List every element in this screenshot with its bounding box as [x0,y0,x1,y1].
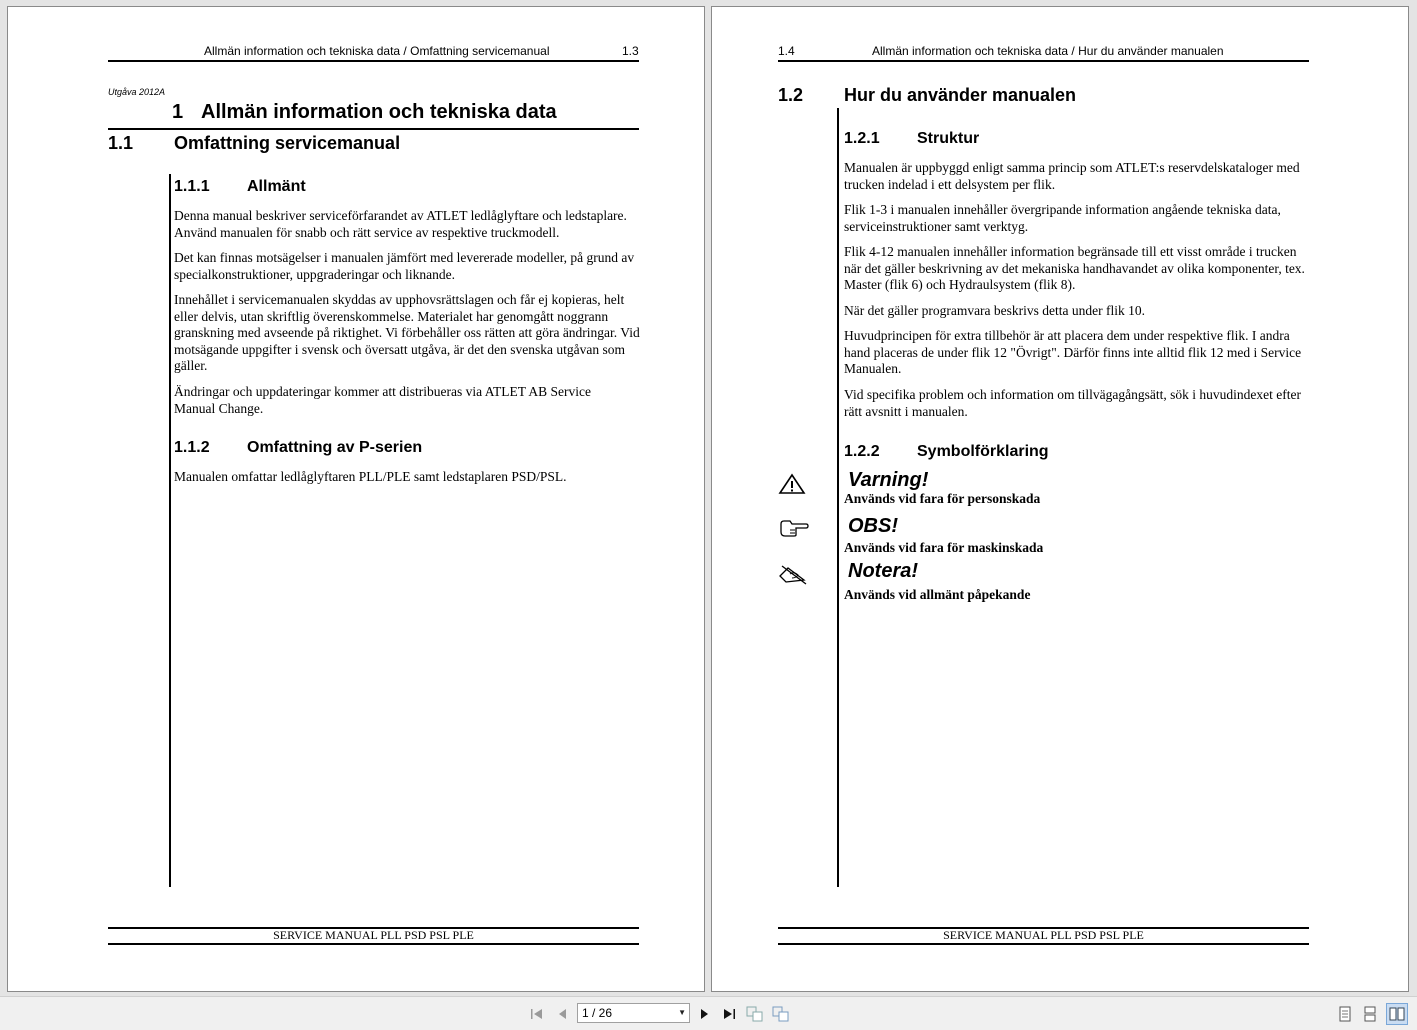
section-title: Hur du använder manualen [844,85,1077,105]
symbol-description: Används vid allmänt påpekande [844,587,1031,602]
note-hand-icon [778,562,810,586]
previous-page-button[interactable] [553,1005,571,1023]
chapter-number: 1 [172,101,184,123]
viewer-toolbar [0,996,1417,1030]
paragraph: Flik 1-3 i manualen innehåller övergripande information angående tekniska data, serviceinstruktioner samt verktyg. [844,202,1281,234]
two-page-icon [1389,1007,1405,1021]
last-page-button[interactable] [720,1005,738,1023]
subsection-title: Allmänt [247,178,306,195]
go-back-view-icon [746,1006,764,1022]
go-forward-view-icon [772,1006,790,1022]
warning-triangle-icon [778,473,806,495]
next-page-icon [700,1008,710,1020]
chapter-title: Allmän information och tekniska data [201,101,557,123]
subsection-title: Struktur [917,130,980,147]
subsection-number: 1.1.1 [174,178,210,195]
continuous-view-button[interactable] [1361,1005,1379,1023]
header-rule [778,60,1309,62]
paragraph: Flik 4-12 manualen innehåller information begränsade till ett visst område i trucken när det gäller beskrivning av det mekaniska handhavandet av olika komponenter, tex. Master (flik 6) och Hydraulsystem (flik 8). [844,244,1305,292]
running-header-page-number: 1.4 [778,44,795,58]
two-page-view-button[interactable] [1386,1003,1408,1025]
paragraph: Det kan finnas motsägelser i manualen jämfört med levererade modeller, på grund av specialkonstruktioner, uppgraderingar och liknande. [174,250,635,282]
paragraph: Denna manual beskriver serviceförfarandet av ATLET ledlåglyftare och ledstaplare. Använd manualen för snabb och rätt service av respektive truckmodell. [174,208,627,240]
symbol-title: Notera! [848,560,919,582]
section-number: 1.1 [108,133,134,153]
change-bar [837,108,839,887]
paragraph: Innehållet i servicemanualen skyddas av upphovsrättslagen och får ej kopieras, helt eller delvis, utan skriftlig överenskommelse. Materialet har genomgått noggrann granskning med avseende på riktighet. Vi förbehåller oss rätten att göra ändringar. Vid motsägande uppgifter i svensk och översatt utgåva, är det den svenska utgåvan som gäller. [174,292,640,373]
symbol-title: OBS! [848,515,898,537]
symbol-description: Används vid fara för maskinskada [844,540,1044,555]
edition-label: Utgåva 2012A [108,87,166,97]
page-right [711,6,1409,992]
symbol-title: Varning! [848,469,929,491]
subsection-number: 1.2.1 [844,130,880,147]
symbol-description: Används vid fara för personskada [844,491,1041,506]
paragraph: Vid specifika problem och information om tillvägagångsätt, sök i huvudindexet efter rätt avsnitt i manualen. [844,387,1301,419]
single-page-icon [1339,1006,1351,1022]
page-left [7,6,705,992]
paragraph: När det gäller programvara beskrivs detta under flik 10. [844,303,1146,318]
subsection-title: Omfattning av P-serien [247,439,423,456]
running-header-title: Allmän information och tekniska data / Omfattning servicemanual [204,44,550,58]
first-page-button[interactable] [528,1005,546,1023]
page-number-select[interactable] [577,1003,690,1023]
footer-rule-bottom [778,943,1309,945]
paragraph: Ändringar och uppdateringar kommer att distribueras via ATLET AB Service Manual Change. [174,384,592,416]
section-number: 1.2 [778,85,804,105]
continuous-page-icon [1364,1006,1376,1022]
header-rule [108,60,639,62]
section-title: Omfattning servicemanual [174,133,401,153]
footer-text: SERVICE MANUAL PLL PSD PSL PLE [273,928,474,942]
change-bar [169,174,171,887]
dropdown-arrow-icon: ▼ [678,1008,686,1017]
last-page-icon [722,1008,736,1020]
paragraph: Manualen omfattar ledlåglyftaren PLL/PLE samt ledstaplaren PSD/PSL. [174,469,567,484]
next-page-button[interactable] [696,1005,714,1023]
previous-page-icon [557,1008,567,1020]
paragraph: Huvudprincipen för extra tillbehör är att placera dem under respektive flik. I andra hand placeras de under flik 12 "Övrigt". Därför finns inte alltid flik 12 med i Service Manualen. [844,328,1302,376]
subsection-number: 1.1.2 [174,439,210,456]
subsection-number: 1.2.2 [844,443,880,460]
running-header-title: Allmän information och tekniska data / Hur du använder manualen [872,44,1224,58]
page-indicator: 1 / 26 [582,1006,613,1020]
footer-rule-bottom [108,943,639,945]
single-page-view-button[interactable] [1336,1005,1354,1023]
running-header-page-number: 1.3 [622,44,639,58]
go-forward-view-button[interactable] [772,1005,790,1023]
go-back-view-button[interactable] [746,1005,764,1023]
subsection-title: Symbolförklaring [917,443,1049,460]
first-page-icon [530,1008,544,1020]
pointing-hand-icon [778,518,810,538]
footer-text: SERVICE MANUAL PLL PSD PSL PLE [943,928,1144,942]
chapter-rule [108,128,639,130]
paragraph: Manualen är uppbyggd enligt samma princip som ATLET:s reservdelskataloger med trucken indelad i ett delsystem per flik. [844,160,1300,192]
